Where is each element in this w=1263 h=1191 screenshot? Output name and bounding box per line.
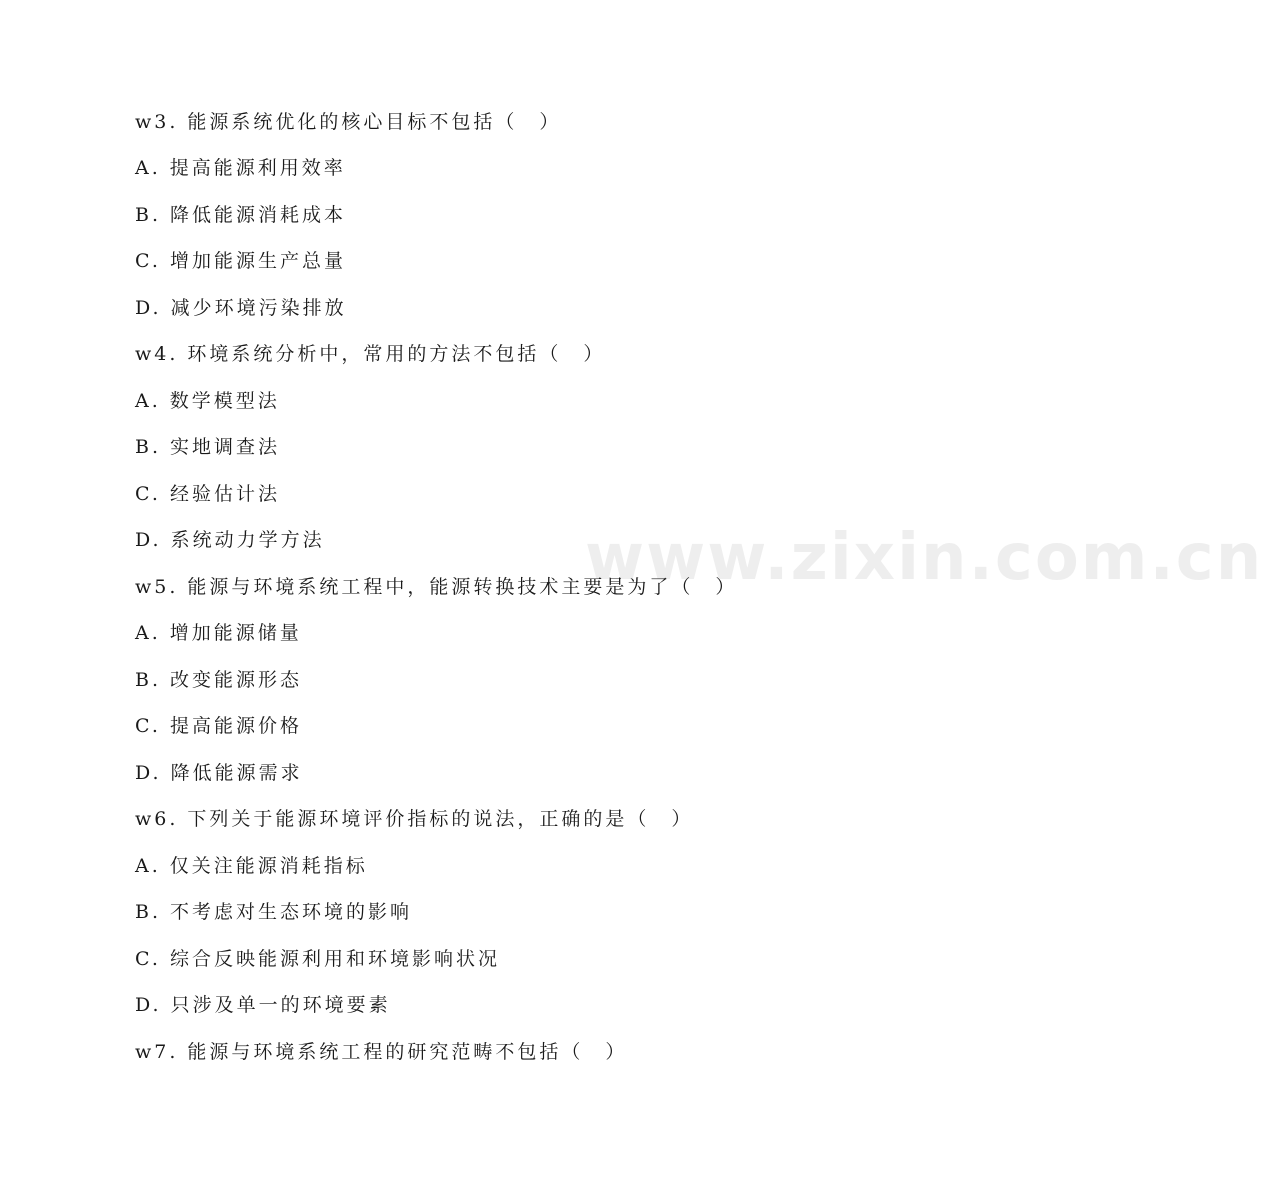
option-w5-b: B. 改变能源形态 xyxy=(135,669,303,691)
question-w6: w6. 下列关于能源环境评价指标的说法，正确的是（ ） xyxy=(135,808,694,830)
option-w6-b: B. 不考虑对生态环境的影响 xyxy=(135,901,413,923)
option-w5-a: A. 增加能源储量 xyxy=(135,622,302,644)
option-w4-d: D. 系统动力学方法 xyxy=(135,529,325,551)
option-w5-d: D. 降低能源需求 xyxy=(135,762,303,784)
option-w3-d: D. 减少环境污染排放 xyxy=(135,297,347,319)
option-w4-c: C. 经验估计法 xyxy=(135,483,280,505)
option-w5-c: C. 提高能源价格 xyxy=(135,715,302,737)
question-w3: w3. 能源系统优化的核心目标不包括（ ） xyxy=(135,111,562,133)
option-w6-a: A. 仅关注能源消耗指标 xyxy=(135,855,368,877)
option-w3-b: B. 降低能源消耗成本 xyxy=(135,204,347,226)
watermark: www.zixin.com.cn xyxy=(585,521,1263,595)
option-w3-c: C. 增加能源生产总量 xyxy=(135,250,346,272)
question-w7: w7. 能源与环境系统工程的研究范畴不包括（ ） xyxy=(135,1041,628,1063)
question-w5: w5. 能源与环境系统工程中，能源转换技术主要是为了（ ） xyxy=(135,576,738,598)
option-w6-c: C. 综合反映能源利用和环境影响状况 xyxy=(135,948,500,970)
option-w3-a: A. 提高能源利用效率 xyxy=(135,157,346,179)
option-w6-d: D. 只涉及单一的环境要素 xyxy=(135,994,391,1016)
option-w4-a: A. 数学模型法 xyxy=(135,390,280,412)
option-w4-b: B. 实地调查法 xyxy=(135,436,281,458)
question-w4: w4. 环境系统分析中，常用的方法不包括（ ） xyxy=(135,343,606,365)
